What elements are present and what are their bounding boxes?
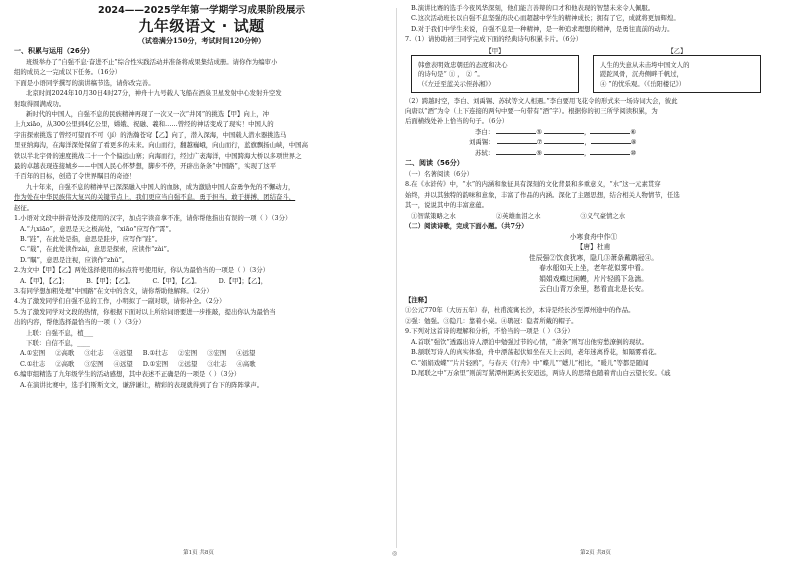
passage-line: 北京时间2024年10月30日4时27分，神舟十九号载人飞船在酒泉卫星发射中心发射升空发 <box>26 89 282 98</box>
intro-line: 班级举办了“自强不息·奋进不止”综合性实践活动并准备将成果集结成册。请你作为编审小 <box>26 58 278 66</box>
q5-option: B.①壮志 <box>142 349 168 358</box>
question-2: 2.为文中【甲】【乙】两处选择使用的标点符号使用好，你认为最恰当的一项是（ ）（3分） <box>14 266 270 275</box>
question-5: 5.为了激发同学对文段的热情，你根据下面对以上所给词语要进一步推敲，提出你认为最恰当 <box>14 307 276 316</box>
card-line: 韩愈表明效忠朝廷的态度和决心 <box>418 60 508 69</box>
q5-option: D.①宏图 <box>142 359 169 368</box>
question-9: 9.下列对这首诗的理解和分析，不恰当的一项是（ ）（3分） <box>405 327 574 336</box>
question-1: 1.小语对文段中拼音处涉及使用的汉字，加点字读音拿不准，请你帮他指出有误的一项（ ）（3分） <box>14 214 292 223</box>
poet-name: 刘禹锡： <box>469 138 495 147</box>
blank-mark: ⑧ <box>630 138 637 147</box>
answer-blank[interactable] <box>497 137 537 144</box>
blank-mark: ⑤ <box>536 127 542 136</box>
q6-option-a: A.在演讲比赛中，选手们斯斯文文，谦辞谦让，精彩的表现就得到了台下的阵阵掌声。 <box>20 380 264 389</box>
passage-line: 作为处在中华民族伟大复兴的关键节点上，我们更应当自强不息，勇于担当，敢于拼搏，团结奋斗， <box>14 193 296 202</box>
answer-blank[interactable] <box>496 148 536 155</box>
q8-options <box>405 211 782 221</box>
passage-line: 射取得圆满成功。 <box>14 99 66 108</box>
q9-option-d: D.尾联之中“万余里”则前写紧潭州距离长安迢远，两诗人的思绪也随着青山白云望长安。《戚 <box>411 368 671 377</box>
blank-mark: ⑨ <box>536 148 542 157</box>
question-8: 其一，说说其中的丰富意蕴。 <box>405 201 489 210</box>
subsection-2: （二）阅读诗歌，完成下面小题。（共7分） <box>405 222 528 231</box>
q1-option-b: B.“跬”，在此处是指，意思是跬步，应写作“跬”。 <box>20 234 162 243</box>
poem-line: 云白山青万余里，愁看直北是长安。 <box>539 285 648 294</box>
passage-line: 最的卓越表现连接城乡——中国人民心怀梦想，脚步不停，开辟出条条“中国路”，实现了这平 <box>14 162 277 171</box>
q5-option: ④高歌 <box>236 359 256 368</box>
blank-mark: ⑦ <box>536 138 543 147</box>
q2-option: A.【甲】，【乙】； <box>20 276 69 285</box>
card-line: 蹉跎风骨，沉舟侧畔千帆过， <box>600 70 684 79</box>
q2-option: C.【甲】，【乙】。 <box>152 276 201 285</box>
poet-row-libai: 李白： ⑤ ， ⑥ <box>475 127 637 136</box>
q5-option: ③宏图 <box>84 359 104 368</box>
q5-option: A.①宏图 <box>20 349 46 358</box>
passage-line: 宇宙探索挑选了曾经可望而不可（jí）的浩瀚苍穹【乙】向了，潜入深海，中国载人潜水器挑选马 <box>14 130 287 139</box>
card-line: ④ ”的忧乐观。（《岳阳楼记》） <box>600 79 686 88</box>
question-5-cont: 出的内容，帮他选择最恰当的一项（ ）（3分） <box>14 318 145 327</box>
page-footer-right: 第2页 共8页 <box>580 550 611 556</box>
section-2-title: 二、阅读（56分） <box>405 159 464 168</box>
q1-option-c: C.“载”，在此处读作zài，意思是探索，应读作“zài”。 <box>20 245 174 254</box>
page-right <box>397 0 794 561</box>
q8-option: ②英雄血泪之水 <box>495 211 541 220</box>
q5-option: C.①壮志 <box>20 359 46 368</box>
q5-option: ④远望 <box>113 349 133 358</box>
q2-options <box>14 276 389 286</box>
question-6: 6.编审组精选了九年级学生的活动感想，其中表述不正确是的一项是（ ）（3分） <box>14 370 241 379</box>
q5-option: ④远望 <box>113 359 133 368</box>
poem-line: 春水船如天上坐，老年花似雾中看。 <box>539 264 648 273</box>
q5-options-row2 <box>14 359 389 369</box>
q5-options-row1 <box>14 348 389 358</box>
q5-option: ③宏图 <box>207 349 227 358</box>
q5-option: ③壮志 <box>84 349 104 358</box>
q9-option-a: A.首联“强饮”透露出诗人漂泊中勉强过节的心情，“萧条”则写出他穷愁潦倒的现状。 <box>411 337 648 346</box>
passage-line: 上九xiāo，从300公里到4亿公里，嫦娥、祝融、羲和……曾经的神话变成了现实！中国人的 <box>14 120 274 129</box>
poem-line: 佳辰强②饮食犹寒，隐几③萧条戴鹖冠④。 <box>528 253 659 262</box>
passage-line: 新时代的中国人，自强不息的民族精神再现了一次又一次“井冈”的挑选【甲】向上，冲 <box>26 110 269 119</box>
q6-option-b: B.演讲比赛的选手今夜风华深刻，他们能言善辩的口才和他表现的智慧未来令人佩服。 <box>411 4 655 12</box>
answer-blank[interactable] <box>544 127 584 134</box>
question-8: 8.在《水浒传》中，“水”的内涵和象征具有深刻的文化背景和多重意义，“水”这一元素贯穿 <box>405 180 661 189</box>
q5-option: ②远望 <box>178 359 198 368</box>
passage-line: 里亚纳海沟，在海洋深处保留了看更多的未来。向山而行，翻越巍峨，向山而行，蓝旗飘扬山峡，中国高 <box>14 141 308 150</box>
couplet-upper: 上联：自强不息，植___ <box>26 328 94 337</box>
poem-cards <box>411 46 782 93</box>
q8-option: ③义气豪情之水 <box>580 211 626 220</box>
note-line: ①公元770年（大历五年）春，杜甫流寓长沙，本诗是经长沙至潭州途中的作品。 <box>405 306 635 315</box>
answer-blank[interactable] <box>544 137 584 144</box>
question-8: 始终，并以其独特的韵味和意象，丰富了作品的内涵。深化了主题思想，结合相关人物情节，任选 <box>405 190 680 199</box>
q5-option: ②高歌 <box>55 349 75 358</box>
answer-blank[interactable] <box>590 127 630 134</box>
card-yi-caption: 【乙】 <box>667 46 687 55</box>
answer-blank[interactable] <box>590 148 630 155</box>
answer-blank[interactable] <box>544 148 584 155</box>
exam-info: （试卷满分150分，考试时间120分钟） <box>137 36 266 45</box>
card-line: 的诗句是“ ① ， ② ”。 <box>418 70 484 79</box>
q9-option-c: C.“娟娟戏蝶”“片片轻鸥”，与春天《行舟》中“蝶儿”“蟋儿”相比，“暖儿”等都是随闻 <box>411 358 649 367</box>
q9-option-b: B.颔联写诗人的真实体验，舟中漂荡起伏如坐在天上云间，老年迷离昏花，如隔雾看花。 <box>411 348 661 357</box>
passage-line: 九十年来，自强不息的精神早已深深融入中国人的血脉，成为激励中国人奋勇争先的不懈动力， <box>26 182 295 191</box>
q5-option: ③壮志 <box>207 359 227 368</box>
notes-title: 【注释】 <box>405 296 431 305</box>
q7-part2: 后面横线处补上恰当的句子。（6分） <box>405 117 509 126</box>
blank-mark: ⑥ <box>630 127 637 136</box>
q7-part2: （2）跨越时空，李白、刘禹锡、苏轼等文人相遇。”李白要用飞花令的形式来一场诗词大会，彼此 <box>405 96 678 105</box>
q1-option-d: D.“瞩”，意思是注视，应读作“zhǔ”。 <box>20 255 129 264</box>
q7-part2: 向唐以“酒”为令（上下连接的两句中要一句带有“酒”字）。根据你的初三所学阅读积累，为 <box>405 107 658 116</box>
note-line: ②强：勉强。③隐几：靠着小桌。④鹖冠：隐者所戴的帽子。 <box>405 316 578 325</box>
q2-option: D.【甲】；【乙】， <box>218 276 268 285</box>
question-4: 4.为了激发同学们自强不息的工作，小明拟了一副对联，请你补全。（2分） <box>14 297 226 306</box>
q5-option: ②高歌 <box>55 359 75 368</box>
poet-name: 李白： <box>475 127 495 136</box>
poem-title: 小寒食舟中作① <box>569 232 618 241</box>
poem-author: 【唐】杜甫 <box>576 243 611 252</box>
intro-line: 下面是小语同学撰写的演讲稿节选，请你改完善。 <box>14 78 155 87</box>
card-jia <box>411 46 579 93</box>
card-yi <box>593 46 761 93</box>
passage-line: 铁以半北宇骨的速度挑战二十一个个偏远山寨；向海而行，经过广袤海洋，中国跨海大桥以多项世界之 <box>14 151 302 160</box>
q1-option-a: A.“九xiāo”，意思是天之极高处，“xiāo”应写作“霄”。 <box>20 224 176 233</box>
poet-row-sushi: 苏轼： ⑨ ， ⑩ <box>475 148 637 157</box>
passage-line: 赵征。 <box>14 203 34 212</box>
center-mark: ◎ <box>392 550 398 557</box>
passage-line: 千百年的目标，创造了令世界瞩目的奇迹！ <box>14 172 136 181</box>
answer-blank[interactable] <box>496 127 536 134</box>
card-line: （《左迁至蓝关示侄孙湘》） <box>418 79 495 88</box>
intro-line: 组的成员之一完成以下任务。（16分） <box>14 68 122 77</box>
q5-option: ②宏图 <box>177 349 198 358</box>
question-7: 7.（1）请协助初三同学完成下面的经典诗句积累卡片。（6分） <box>405 35 583 44</box>
poet-name: 苏轼： <box>475 148 495 157</box>
q2-option: B.【甲】；【乙】。 <box>86 276 135 285</box>
year-title: 2024——2025学年第一学期学习成果阶段展示 <box>98 5 305 16</box>
couplet-lower: 下联：自信不息，____ <box>26 338 90 347</box>
question-3: 3.有同学想加粗处理“中国路”在文中的含义，请你帮助他解释。（2分） <box>14 286 213 295</box>
q6-option-d: D.对于我们中学生来说，自强不息是一种精神，是一种追求理想的精神，是勇往直前的动力。 <box>411 24 674 33</box>
section-1-title: 一、积累与运用（26分） <box>14 47 94 55</box>
q5-option: ④远望 <box>236 349 256 358</box>
poet-row-liuyuxi: 刘禹锡： ⑦ ， ⑧ <box>469 138 637 147</box>
poem-line: 娟娟戏蝶过闲幔，片片轻鸥下急湍。 <box>539 274 648 283</box>
q8-option: ①智谋策略之水 <box>411 211 456 220</box>
card-jia-caption: 【甲】 <box>485 46 505 55</box>
q6-option-c: C.这次活动班长以自强不息坚强的决心而超越中学生的精神成长；拥有了它，成就将更加辉煌。 <box>411 14 680 23</box>
answer-blank[interactable] <box>591 137 631 144</box>
page-footer-left: 第1页 共8页 <box>183 550 214 556</box>
blank-mark: ⑩ <box>630 148 637 157</box>
subsection-1: （一）名著阅读（6分） <box>405 170 473 179</box>
card-line: 人生的失意从未击垮中国文人的 <box>600 60 690 69</box>
paper-title: 九年级语文 · 试题 <box>138 17 265 35</box>
